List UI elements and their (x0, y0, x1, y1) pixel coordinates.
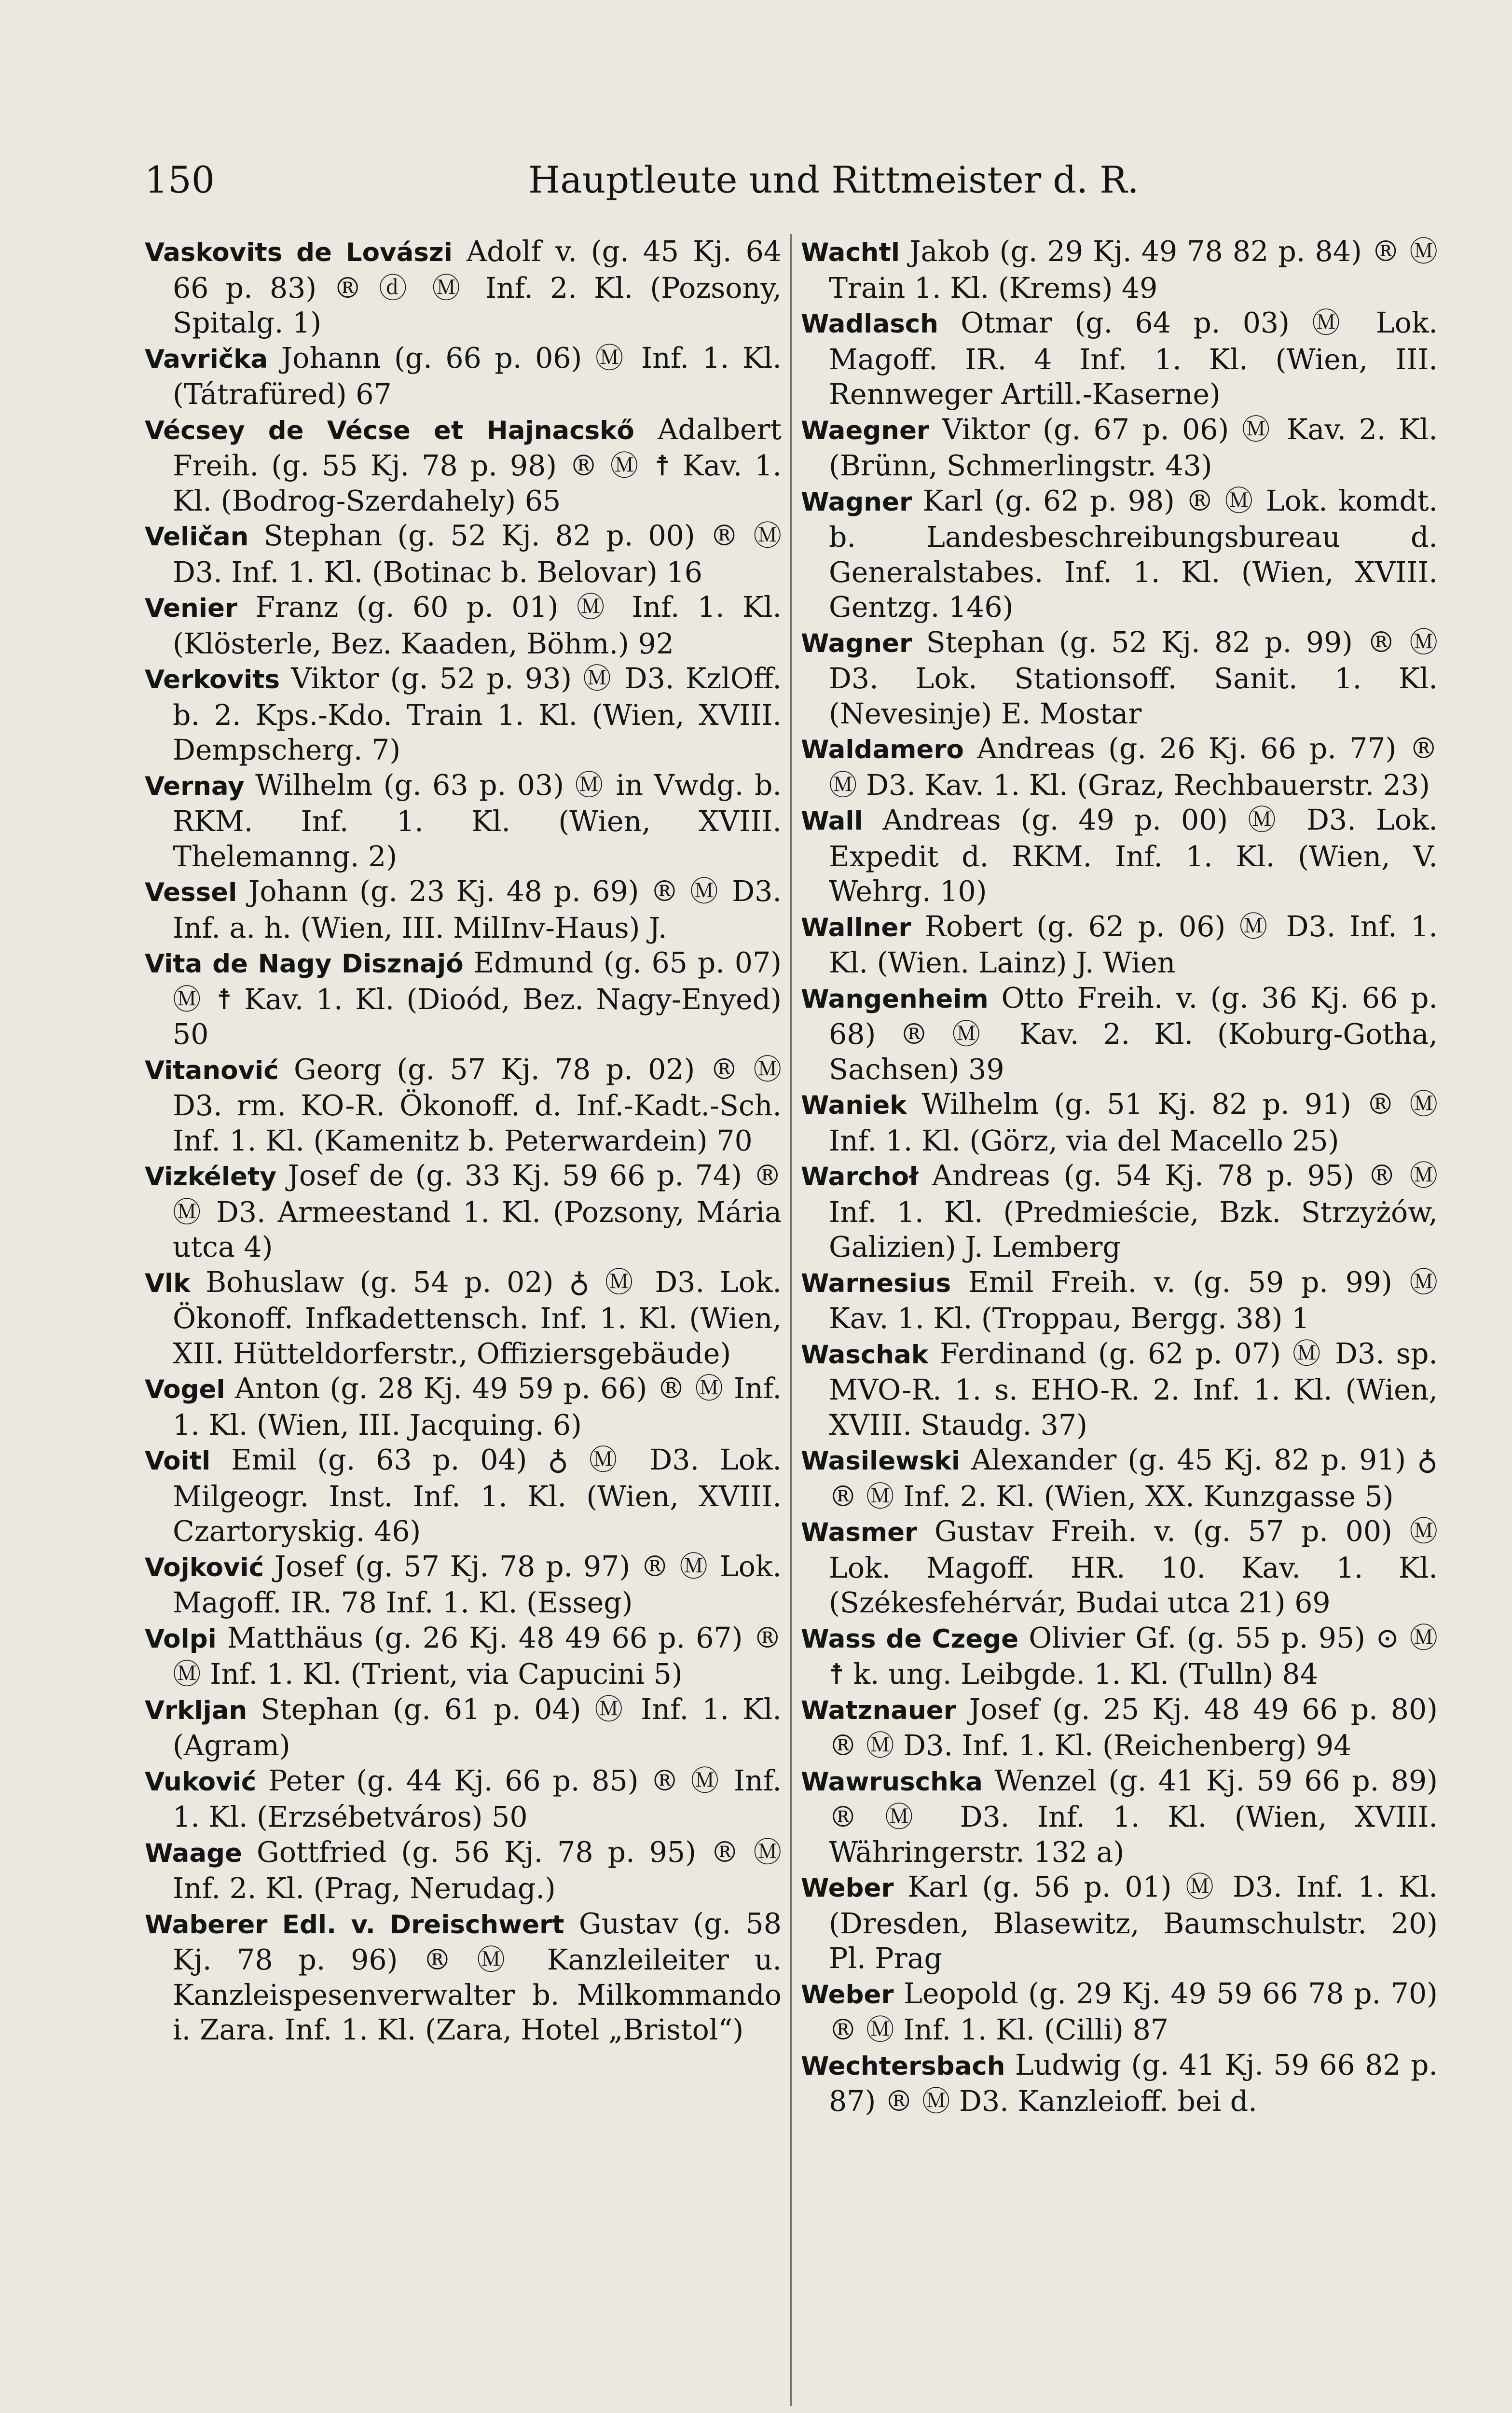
entry-details: Josef (g. 57 Kj. 78 p. 97) ® Ⓜ Lok. Magoff. IR. 78 Inf. 1. Kl. (Esseg) (173, 1550, 782, 1619)
directory-entry (801, 625, 1438, 732)
entry-surname: Wangenheim (801, 984, 989, 1014)
entry-details: Johann (g. 23 Kj. 48 p. 69) ® Ⓜ D3. Inf. a. h. (Wien, III. MilInv-Haus) J. (173, 875, 782, 944)
entry-surname: Vernay (145, 771, 245, 801)
directory-entry (801, 1692, 1438, 1763)
entry-details: Robert (g. 62 p. 06) Ⓜ D3. Inf. 1. Kl. (Wien. Lainz) J. Wien (829, 910, 1438, 979)
entry-details: Karl (g. 62 p. 98) ® Ⓜ Lok. komdt. b. Landesbeschreibungsbureau d. Generalstabes. Inf. 1. Kl. (Wien, XVIII. Gentzg. 146) (829, 484, 1438, 624)
entry-surname: Verkovits (145, 665, 280, 694)
entry-surname: Vita de Nagy Disznajó (145, 949, 464, 979)
entry-surname: Wallner (801, 913, 911, 943)
entry-surname: Wawruschka (801, 1767, 983, 1797)
entry-surname: Vizkélety (145, 1162, 276, 1192)
entry-surname: Waegner (801, 416, 930, 445)
entry-surname: Waschak (801, 1340, 929, 1370)
directory-entry (801, 1621, 1438, 1692)
entry-surname: Waldamero (801, 735, 964, 764)
directory-entry (145, 1763, 782, 1835)
right-column (801, 234, 1438, 2413)
entry-details: Gustav (g. 58 Kj. 78 p. 96) ® Ⓜ Kanzleileiter u. Kanzleispesenverwalter b. Milkommando i. Zara. Inf. 1. Kl. (Zara, Hotel „Bristol“) (173, 1907, 782, 2046)
entry-details: Anton (g. 28 Kj. 49 59 p. 66) ® Ⓜ Inf. 1. Kl. (Wien, III. Jacquing. 6) (173, 1372, 782, 1442)
entry-details: Bohuslaw (g. 54 p. 02) ♁ Ⓜ D3. Lok. Ökonoff. Infkadettensch. Inf. 1. Kl. (Wien, XII. Hütteldorferstr., Offiziersgebäude) (173, 1265, 782, 1370)
directory-entry (145, 945, 782, 1052)
entry-surname: Voitl (145, 1446, 211, 1476)
entry-details: Gottfried (g. 56 Kj. 78 p. 95) ® Ⓜ Inf. 2. Kl. (Prag, Nerudag.) (173, 1835, 782, 1905)
directory-entry (801, 1265, 1438, 1336)
directory-entry (145, 1692, 782, 1763)
directory-entry (145, 1371, 782, 1442)
directory-entry (801, 1087, 1438, 1158)
entry-surname: Wagner (801, 628, 912, 658)
entry-surname: Warnesius (801, 1268, 951, 1298)
directory-entry (801, 1442, 1438, 1514)
entry-surname: Veličan (145, 522, 249, 552)
entry-details: Edmund (g. 65 p. 07) Ⓜ ☨ Kav. 1. Kl. (Dioód, Bez. Nagy-Enyed) 50 (173, 946, 782, 1051)
left-column (145, 234, 782, 2413)
directory-entry (145, 1158, 782, 1265)
entry-surname: Vrkljan (145, 1695, 247, 1725)
directory-entry (145, 234, 782, 341)
entry-surname: Wadlasch (801, 309, 938, 339)
directory-entry (801, 234, 1438, 305)
directory-entry (801, 909, 1438, 981)
directory-entry (145, 1835, 782, 1906)
directory-entry (801, 484, 1438, 625)
directory-entry (145, 768, 782, 874)
directory-entry (801, 305, 1438, 412)
directory-entry (145, 590, 782, 661)
column-divider (790, 234, 792, 2406)
directory-entry (145, 341, 782, 412)
entry-surname: Wechtersbach (801, 2051, 1005, 2081)
entry-surname: Vessel (145, 878, 237, 907)
entry-details: Josef de (g. 33 Kj. 59 66 p. 74) ® Ⓜ D3. Armeestand 1. Kl. (Pozsony, Mária utca 4) (173, 1159, 782, 1263)
directory-entry (801, 1763, 1438, 1870)
entry-details: Adolf v. (g. 45 Kj. 64 66 p. 83) ® ⓓ Ⓜ Inf. 2. Kl. (Pozsony, Spitalg. 1) (173, 235, 782, 339)
directory-entry (145, 1621, 782, 1692)
entry-details: Matthäus (g. 26 Kj. 48 49 66 p. 67) ® Ⓜ Inf. 1. Kl. (Trient, via Capucini 5) (173, 1621, 782, 1691)
directory-entry (801, 2048, 1438, 2119)
entry-details: Otto Freih. v. (g. 36 Kj. 66 p. 68) ® Ⓜ Kav. 2. Kl. (Koburg-Gotha, Sachsen) 39 (829, 981, 1438, 1086)
entry-surname: Vécsey de Vécse et Hajnacskő (145, 416, 634, 445)
entry-details: Emil Freih. v. (g. 59 p. 99) Ⓜ Kav. 1. Kl. (Troppau, Bergg. 38) 1 (829, 1265, 1438, 1335)
entry-surname: Waage (145, 1838, 242, 1868)
entry-details: Wenzel (g. 41 Kj. 59 66 p. 89) ® Ⓜ D3. Inf. 1. Kl. (Wien, XVIII. Währingerstr. 132 a) (829, 1764, 1438, 1869)
running-title: Hauptleute und Rittmeister d. R. (528, 158, 1139, 201)
entry-details: Emil (g. 63 p. 04) ♁ Ⓜ D3. Lok. Milgeogr. Inst. Inf. 1. Kl. (Wien, XVIII. Czartoryskig. 46) (173, 1443, 782, 1548)
entry-surname: Wasmer (801, 1518, 918, 1547)
entry-details: Gustav Freih. v. (g. 57 p. 00) Ⓜ Lok. Magoff. HR. 10. Kav. 1. Kl. (Székesfehérvár, Budai utca 21) 69 (829, 1515, 1438, 1619)
entry-surname: Wass de Czege (801, 1624, 1019, 1654)
entry-details: Andreas (g. 26 Kj. 66 p. 77) ® Ⓜ D3. Kav. 1. Kl. (Graz, Rechbauerstr. 23) (829, 732, 1438, 802)
page-header (145, 153, 1447, 207)
entry-surname: Wall (801, 806, 863, 836)
directory-entry (801, 1976, 1438, 2048)
entry-details: Ferdinand (g. 62 p. 07) Ⓜ D3. sp. MVO-R. 1. s. EHO-R. 2. Inf. 1. Kl. (Wien, XVIII. Staudg. 37) (829, 1337, 1438, 1442)
directory-entry (145, 661, 782, 768)
directory-entry (801, 412, 1438, 484)
directory-entry (801, 731, 1438, 803)
entry-surname: Vojković (145, 1553, 264, 1582)
entry-details: Otmar (g. 64 p. 03) Ⓜ Lok. Magoff. IR. 4 Inf. 1. Kl. (Wien, III. Rennweger Artill.-Kaserne) (829, 306, 1438, 411)
entry-details: Wilhelm (g. 51 Kj. 82 p. 91) ® Ⓜ Inf. 1. Kl. (Görz, via del Macello 25) (829, 1088, 1438, 1157)
entry-columns (145, 234, 1447, 2413)
entry-details: Viktor (g. 52 p. 93) Ⓜ D3. KzlOff. b. 2. Kps.-Kdo. Train 1. Kl. (Wien, XVIII. Dempscherg. 7) (173, 662, 782, 766)
entry-surname: Wasilewski (801, 1446, 961, 1476)
entry-details: Peter (g. 44 Kj. 66 p. 85) ® Ⓜ Inf. 1. Kl. (Erzsébetváros) 50 (173, 1764, 782, 1833)
entry-surname: Vaskovits de Lovászi (145, 238, 453, 267)
entry-surname: Weber (801, 1980, 894, 2010)
entry-surname: Vogel (145, 1375, 225, 1404)
directory-entry (801, 1336, 1438, 1443)
directory-entry (145, 1442, 782, 1549)
entry-surname: Vitanović (145, 1055, 279, 1085)
page-number: 150 (145, 158, 215, 201)
entry-details: Stephan (g. 52 Kj. 82 p. 00) ® Ⓜ D3. Inf. 1. Kl. (Botinac b. Belovar) 16 (173, 519, 782, 589)
entry-surname: Warchoł (801, 1162, 919, 1192)
entry-surname: Venier (145, 594, 238, 623)
entry-surname: Wagner (801, 487, 912, 517)
entry-surname: Vuković (145, 1767, 257, 1797)
directory-entry (801, 981, 1438, 1087)
directory-entry (145, 1052, 782, 1159)
entry-details: Franz (g. 60 p. 01) Ⓜ Inf. 1. Kl. (Klösterle, Bez. Kaaden, Böhm.) 92 (173, 591, 782, 660)
entry-surname: Waniek (801, 1091, 907, 1120)
entry-surname: Vlk (145, 1268, 191, 1298)
entry-details: Ludwig (g. 41 Kj. 59 66 82 p. 87) ® Ⓜ D3. Kanzleioff. bei d. (829, 2048, 1438, 2118)
directory-entry (145, 1906, 782, 2048)
entry-surname: Waberer Edl. v. Dreischwert (145, 1910, 564, 1940)
entry-details: Stephan (g. 52 Kj. 82 p. 99) ® Ⓜ D3. Lok. Stationsoff. Sanit. 1. Kl. (Nevesinje) E. Mostar (829, 625, 1438, 730)
entry-details: Adalbert Freih. (g. 55 Kj. 78 p. 98) ® Ⓜ ☨ Kav. 1. Kl. (Bodrog-Szerdahely) 65 (173, 413, 782, 517)
directory-entry (801, 1514, 1438, 1621)
entry-details: Jakob (g. 29 Kj. 49 78 82 p. 84) ® Ⓜ Train 1. Kl. (Krems) 49 (829, 235, 1438, 305)
directory-entry (145, 1549, 782, 1621)
directory-entry (145, 874, 782, 945)
entry-details: Viktor (g. 67 p. 06) Ⓜ Kav. 2. Kl. (Brünn, Schmerlingstr. 43) (829, 413, 1438, 482)
entry-surname: Vavrička (145, 344, 268, 374)
entry-details: Stephan (g. 61 p. 04) Ⓜ Inf. 1. Kl. (Agram) (173, 1692, 782, 1762)
directory-entry (145, 1265, 782, 1372)
entry-details: Alexander (g. 45 Kj. 82 p. 91) ♁ ® Ⓜ Inf. 2. Kl. (Wien, XX. Kunzgasse 5) (829, 1443, 1438, 1513)
directory-entry (145, 518, 782, 590)
entry-details: Wilhelm (g. 63 p. 03) Ⓜ in Vwdg. b. RKM. Inf. 1. Kl. (Wien, XVIII. Thelemanng. 2) (173, 768, 782, 873)
entry-details: Georg (g. 57 Kj. 78 p. 02) ® Ⓜ D3. rm. KO-R. Ökonoff. d. Inf.-Kadt.-Sch. Inf. 1. Kl. (Kamenitz b. Peterwardein) 70 (173, 1053, 782, 1157)
entry-details: Josef (g. 25 Kj. 48 49 66 p. 80) ® Ⓜ D3. Inf. 1. Kl. (Reichenberg) 94 (829, 1692, 1438, 1762)
directory-entry (801, 803, 1438, 909)
entry-surname: Weber (801, 1873, 894, 1903)
entry-details: Andreas (g. 49 p. 00) Ⓜ D3. Lok. Expedit d. RKM. Inf. 1. Kl. (Wien, V. Wehrg. 10) (829, 804, 1438, 908)
directory-entry (801, 1158, 1438, 1265)
entry-details: Andreas (g. 54 Kj. 78 p. 95) ® Ⓜ Inf. 1. Kl. (Predmieście, Bzk. Strzyżów, Galizien) J. Lemberg (829, 1159, 1438, 1263)
entry-surname: Wachtl (801, 238, 900, 267)
entry-details: Karl (g. 56 p. 01) Ⓜ D3. Inf. 1. Kl. (Dresden, Blasewitz, Baumschulstr. 20) Pl. Prag (829, 1871, 1438, 1975)
directory-entry (801, 1870, 1438, 1976)
entry-details: Olivier Gf. (g. 55 p. 95) ⊙ Ⓜ ☨ k. ung. Leibgde. 1. Kl. (Tulln) 84 (829, 1621, 1438, 1691)
entry-details: Leopold (g. 29 Kj. 49 59 66 78 p. 70) ® Ⓜ Inf. 1. Kl. (Cilli) 87 (829, 1977, 1438, 2046)
entry-details: Johann (g. 66 p. 06) Ⓜ Inf. 1. Kl. (Tátrafüred) 67 (173, 341, 782, 411)
entry-surname: Volpi (145, 1624, 217, 1654)
entry-surname: Watznauer (801, 1695, 956, 1725)
directory-entry (145, 412, 782, 519)
